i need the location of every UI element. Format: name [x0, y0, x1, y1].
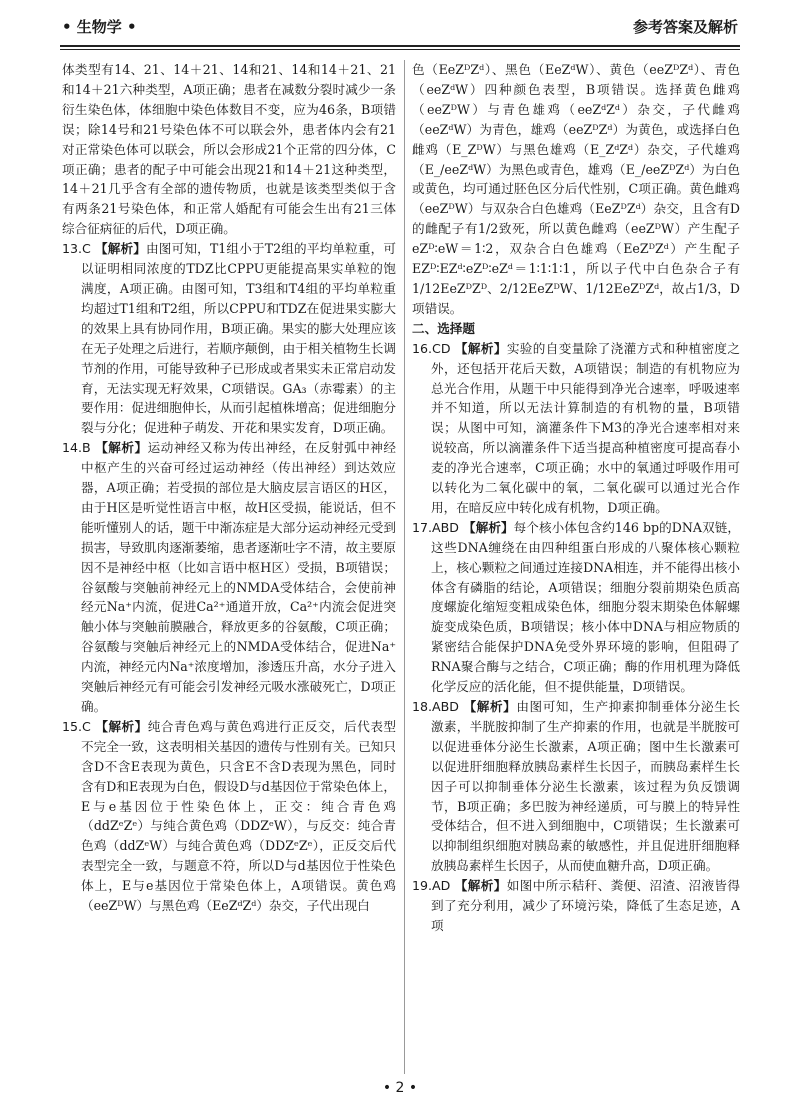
- answer-item-18: [412, 697, 740, 876]
- item-text: 如图中所示秸秆、粪便、沼渣、沼液皆得到了充分利用，减少了环境污染，降低了生态足迹，A项: [431, 878, 741, 933]
- item-number: 16.: [412, 340, 433, 356]
- answer-item-17: [412, 518, 740, 697]
- item-number: 17.: [412, 519, 433, 535]
- column-divider: [404, 60, 405, 1074]
- item-number: 18.: [412, 699, 433, 714]
- left-column: [62, 60, 396, 916]
- page-number: • 2 •: [382, 1080, 418, 1096]
- page-header: [60, 0, 740, 44]
- analysis-tag: 【解析】: [454, 878, 507, 894]
- answer-item-19: [412, 876, 740, 936]
- item-text: 纯合青色鸡与黄色鸡进行正反交，后代表型不完全一致，这表明相关基因的遗传与性别有关。已知只含D不含E表现为黄色，只含E不含D表现为黑色，同时含有D和E表现为白色，假设D与d基因位于常染色体上，E与e基因位于性染色体上，正交：纯合青色鸡（ddZᵉZᵉ）与纯合黄色鸡（DDZᵉW），与反交：纯合青色鸡（ddZᵉW）与纯合黄色鸡（DDZᵉZᵉ），正反交后代表型完全一致，与题意不符，所以D与d基因位于性染色体上，E与e基因位于常染色体上，A项错误。黄色鸡（eeZᴰW）与黑色鸡（EeZᵈZᵈ）杂交，子代出现白: [81, 718, 396, 914]
- answer-item-14: [62, 438, 396, 717]
- item-answer: ABD: [432, 699, 459, 714]
- item-number: 15.: [62, 718, 83, 734]
- item-answer: B: [82, 440, 91, 456]
- answer-item-15: [62, 717, 396, 916]
- answer-item-16: [412, 339, 740, 518]
- item-number: 14.: [62, 440, 83, 456]
- item-text: 运动神经又称为传出神经，在反射弧中神经中枢产生的兴奋可经过运动神经（传出神经）到达效应器，A项正确；若受损的部位是大脑皮层言语区的H区，由于H区是听觉性语言中枢，故H区受损，能说话，但不能听懂别人的话，题干中渐冻症是大部分运动神经元受到损害，导致肌肉逐渐萎缩，患者逐渐吐字不清，故主要原因不是神经中枢（比如言语中枢H区）受损，B项错误；谷氨酸与突触前神经元上的NMDA受体结合，会使前神经元Na⁺内流，促进Ca²⁺通道开放，Ca²⁺内流会促进突触小体与突触前膜融合，释放更多的谷氨酸，C项正确；谷氨酸与突触后神经元上的NMDA受体结合，促进Na⁺内流，神经元内Na⁺浓度增加，渗透压升高，水分子进入突触后神经元有可能会引发神经元吸水涨破死亡，D项正确。: [81, 440, 396, 714]
- item-number: 19.: [412, 878, 433, 894]
- subject-label: • 生物学 •: [62, 18, 137, 36]
- item-text: 由图可知，T1组小于T2组的平均单粒重，可以证明相同浓度的TDZ比CPPU更能提高果实单粒的饱满度，A项正确。由图可知，T3组和T4组的平均单粒重均超过T1组和T2组，所以CPPU和TDZ在促进果实膨大的效果上具有协同作用，B项正确。果实的膨大处理应该在无子处理之后进行，若顺序颠倒，由于相关植物生长调节剂的作用，可能导致种子已形成或者果实未正常启动发育，无法实现无籽效果，C项错误。GA₃（赤霉素）的主要作用：促进细胞伸长，从而引起植株增高；促进细胞分裂与分化；促进种子萌发、开花和果实发育，D项正确。: [81, 241, 396, 436]
- item-answer: C: [82, 718, 91, 734]
- header-rule: [60, 45, 740, 47]
- item-text: 每个核小体包含约146 bp的DNA双链，这些DNA缠绕在由四种组蛋白形成的八聚体核心颗粒上，核心颗粒之间通过连接DNA相连，并不能得出核小体含有磷脂的结论，A项错误；细胞分裂前期染色质高度螺旋化缩短变粗成染色体，细胞分裂末期染色体解螺旋变成染色质，B项错误；核小体中DNA与相应物质的紧密结合能保护DNA免受外界环境的影响，但阻碍了RNA聚合酶与之结合，C项正确；酶的作用机理为降低化学反应的活化能，但不提供能量，D项错误。: [431, 519, 740, 695]
- continued-paragraph: 色（EeZᴰZᵈ）、黑色（EeZᵈW）、黄色（eeZᴰZᵈ）、青色（eeZᵈW）四种颜色表型，B项错误。选择黄色雌鸡（eeZᴰW）与青色雄鸡（eeZᵈZᵈ）杂交，子代雌鸡（eeZᵈW）为青色，雄鸡（eeZᴰZᵈ）为黄色，或选择白色雌鸡（E_ZᴰW）与黑色雄鸡（E_ZᵈZᵈ）杂交，子代雄鸡（E_/eeZᵈW）为黑色或青色，雄鸡（E_/eeZᴰZᵈ）为白色或黄色，均可通过胚色区分后代性别，C项正确。黄色雌鸡（eeZᴰW）与双杂合白色雄鸡（EeZᴰZᵈ）杂交，且含有D的雌配子有1/2致死，所以黄色雌鸡（eeZᴰW）产生配子eZᴰ∶eW＝1∶2，双杂合白色雄鸡（EeZᴰZᵈ）产生配子EZᴰ∶EZᵈ∶eZᴰ∶eZᵈ＝1∶1∶1∶1，所以子代中白色杂合子有1/12EeZᴰZᴰ、2/12EeZᴰW、1/12EeZᴰZᵈ，故占1/3，D项错误。: [412, 62, 740, 316]
- analysis-tag: 【解析】: [95, 440, 148, 456]
- item-answer: CD: [432, 340, 451, 356]
- analysis-tag: 【解析】: [95, 718, 148, 734]
- section-heading: 二、选择题: [412, 320, 475, 336]
- item-text: 由图可知，生产抑素抑制垂体分泌生长激素，半胱胺抑制了生产抑素的作用，也就是半胱胺可以促进垂体分泌生长激素，A项正确；图中生长激素可以促进肝细胞释放胰岛素样生长因子，而胰岛素样生长因子可以抑制垂体分泌生长激素，该过程为负反馈调节，B项正确；多巴胺为神经递质，可与膜上的特异性受体结合，但不进入到细胞中，C项错误；生长激素可以抑制组织细胞对胰岛素的敏感性，并且促进肝细胞释放胰岛素样生长因子，从而使血糖升高，D项正确。: [431, 699, 741, 874]
- analysis-tag: 【解析】: [463, 699, 517, 714]
- item-number: 13.: [62, 241, 83, 257]
- answer-item-13: [62, 239, 396, 438]
- analysis-tag: 【解析】: [463, 519, 514, 535]
- analysis-tag: 【解析】: [95, 241, 147, 257]
- item-answer: AD: [432, 878, 451, 894]
- item-text: 实验的自变量除了浇灌方式和种植密度之外，还包括开花后天数，A项错误；制造的有机物应为总光合作用，从题干中只能得到净光合速率，呼吸速率并不知道，所以无法计算制造的有机物的量，B项错误；从图中可知，滴灌条件下M3的净光合速率相对来说较高，所以滴灌条件下适当提高种植密度可提高春小麦的净光合速率，C项正确；水中的氧通过呼吸作用可以转化为二氧化碳中的氧，二氧化碳可以通过光合作用，在暗反应中转化成有机物，D项正确。: [431, 340, 740, 515]
- item-answer: C: [82, 241, 91, 257]
- section-title: 参考答案及解析: [632, 18, 738, 36]
- header-rule-thin: [60, 49, 740, 50]
- right-column: [412, 60, 740, 936]
- analysis-tag: 【解析】: [454, 340, 507, 356]
- continued-paragraph: 体类型有14、21、14＋21、14和21、14和14＋21、21和14＋21六种类型，A项正确；患者在减数分裂时减少一条衍生染色体，体细胞中染色体数目不变，应为46条，B项错误；除14号和21号染色体不可以联会外，患者体内会有21对正常染色体可以联会，所以会形成21个正常的四分体，C项正确；患者的配子中可能会出现21和14＋21这种类型，14＋21几乎含有全部的遗传物质，也就是该类型类似于含有两条21号染色体，和正常人婚配有可能会生出有21三体综合征病征的后代，D项正确。: [62, 62, 396, 237]
- item-answer: ABD: [432, 519, 459, 535]
